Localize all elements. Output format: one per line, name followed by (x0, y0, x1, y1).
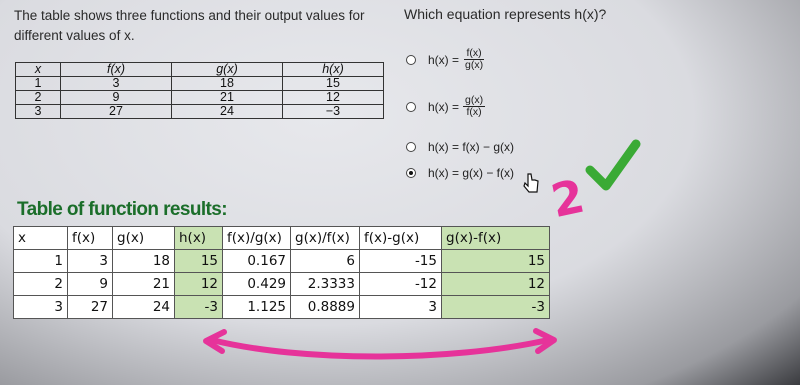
col-header: g(x)/f(x) (291, 227, 360, 250)
cell: 18 (172, 77, 283, 91)
cell: 27 (61, 105, 172, 119)
cell: 18 (113, 250, 175, 273)
hand-cursor-icon (524, 174, 538, 192)
cell: 9 (68, 273, 113, 296)
col-header: h(x) (175, 227, 223, 250)
cell: -15 (360, 250, 442, 273)
cell: 1.125 (223, 296, 291, 319)
col-header: f(x) (68, 227, 113, 250)
cell: 15 (442, 250, 550, 273)
double-arrow-icon (212, 340, 548, 357)
checkmark-icon (590, 144, 636, 186)
fraction-numerator: g(x) (465, 94, 484, 106)
cell: 12 (175, 273, 223, 296)
cell: 24 (113, 296, 175, 319)
overlay-title: Table of function results: (17, 199, 227, 220)
header-g: g(x) (172, 63, 283, 77)
choice-lhs: h(x) = (428, 99, 460, 114)
cell: 15 (175, 250, 223, 273)
col-header: g(x) (113, 227, 175, 250)
cell: 0.167 (223, 250, 291, 273)
choice-lhs: h(x) = (428, 52, 460, 67)
cell: 21 (113, 273, 175, 296)
col-header: x (14, 227, 68, 250)
cell: 3 (16, 105, 61, 119)
fraction-numerator: f(x) (466, 47, 482, 59)
choice-label: h(x) = f(x) − g(x) (428, 140, 515, 154)
cell: 3 (61, 77, 172, 91)
cell: 2 (14, 273, 68, 296)
cell: 15 (283, 77, 384, 91)
cell: -12 (360, 273, 442, 296)
cell: −3 (283, 105, 384, 119)
cell: -3 (175, 296, 223, 319)
cell: 6 (291, 250, 360, 273)
fraction-denominator: g(x) (465, 59, 484, 71)
col-header: f(x)-g(x) (360, 227, 442, 250)
cell: 3 (14, 296, 68, 319)
cell: 24 (172, 105, 283, 119)
cell: 1 (16, 77, 61, 91)
cell: 3 (360, 296, 442, 319)
cell: 21 (172, 91, 283, 105)
question-intro: The table shows three functions and their output values for different values of x. (14, 8, 365, 43)
header-x: x (16, 63, 61, 77)
cell: 1 (14, 250, 68, 273)
cell: 9 (61, 91, 172, 105)
cell: 12 (442, 273, 550, 296)
header-f: f(x) (61, 63, 172, 77)
col-header: f(x)/g(x) (223, 227, 291, 250)
step-number: 2 (546, 168, 590, 229)
cell: 2 (16, 91, 61, 105)
cell: 2.3333 (291, 273, 360, 296)
choice-label: h(x) = g(x) − f(x) (428, 166, 515, 180)
question-prompt: Which equation represents h(x)? (404, 6, 607, 22)
cell: 3 (68, 250, 113, 273)
fraction-denominator: f(x) (466, 106, 482, 118)
cell: 27 (68, 296, 113, 319)
cell: 0.429 (223, 273, 291, 296)
cell: 0.8889 (291, 296, 360, 319)
col-header: g(x)-f(x) (442, 227, 550, 250)
cell: 12 (283, 91, 384, 105)
header-h: h(x) (283, 63, 384, 77)
cell: -3 (442, 296, 550, 319)
